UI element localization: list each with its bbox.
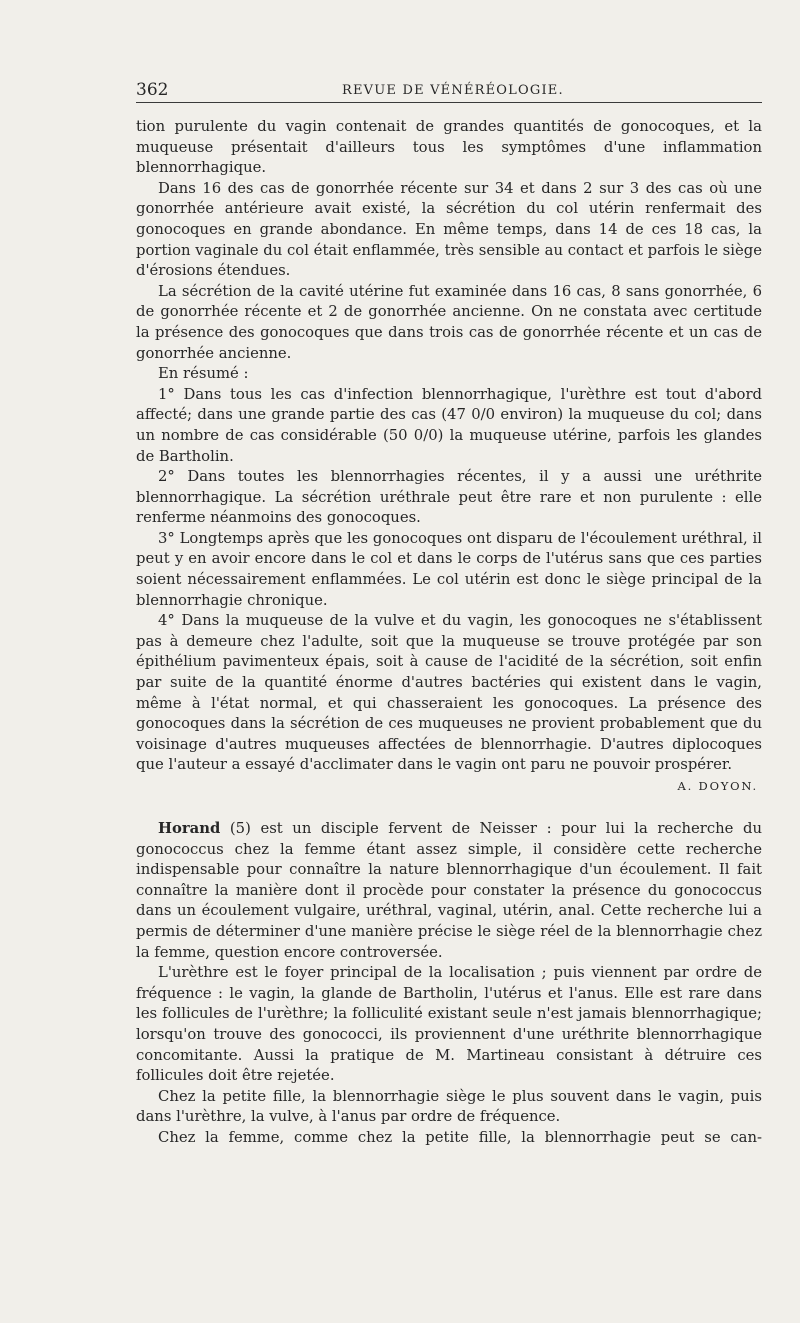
paragraph: En résumé : <box>158 365 249 383</box>
paragraph <box>136 819 762 963</box>
paragraph: tion purulente du vagin contenait de grandes quantités de gonocoques, et la muqueuse présentait d'ailleurs tous les symptômes d'une inflammation blennorrhagique. <box>136 118 762 177</box>
paragraph-text: 4° Dans la muqueuse de la vulve et du vagin, les gonocoques ne s'établissent pas à demeure chez l'adulte, soit que la muqueuse se trouve protégée par son épithélium pavimenteux épais, soit à cause de l'acidité de la sécrétion, soit enfin par suite de la quantité énorme d'autres bactéries qui existent dans le vagin, même à l'état normal, et qui chasseraient les gonocoques. La présence des gonocoques dans la sécrétion de ces muqueuses ne provient probablement que du voisinage d'autres muqueuses affectées de blennorrhagie. D'autres diplocoques que l'auteur a essayé d'acclimater dans le vagin ont paru ne pouvoir prospérer. <box>136 612 762 774</box>
paragraph: 3° Longtemps après que les gonocoques ont disparu de l'écoulement uréthral, il peut y en avoir encore dans le col et dans le corps de l'utérus sans que ces parties soient nécessairement enflammées. Le col utérin est donc le siège principal de la blennorrhagie chronique. <box>136 529 762 609</box>
paragraph-with-signature <box>136 611 762 793</box>
page-number: 362 <box>136 80 169 100</box>
review-horand <box>136 819 762 1149</box>
paragraph: Dans 16 des cas de gonorrhée récente sur 34 et dans 2 sur 3 des cas où une gonorrhée antérieure avait existé, la sécrétion du col utérin renfermait des gonocoques en grande abondance. En même temps, dans 14 de ces 18 cas, la portion vaginale du col était enflammée, très sensible au contact et parfois le siège d'érosions étendues. <box>136 179 762 280</box>
journal-page <box>136 78 762 1149</box>
paragraph: Chez la petite fille, la blennorrhagie siège le plus souvent dans le vagin, puis dans l'urèthre, la vulve, à l'anus par ordre de fréquence. <box>136 1087 762 1126</box>
paragraph-text: (5) est un disciple fervent de Neisser : pour lui la recherche du gonococcus chez la femme étant assez simple, il considère cette recherche indispensable pour connaître la nature blennorrhagique d'un écoulement. Il fait connaître la manière dont il procède pour constater la présence du gonococcus dans un écoulement vulgaire, uréthral, vaginal, utérin, anal. Cette recherche lui a permis de déterminer d'une manière précise le siège réel de la blennorrhagie chez la femme, question encore controversée. <box>136 820 762 961</box>
page-header <box>136 78 762 103</box>
running-head: REVUE DE VÉNÉRÉOLOGIE. <box>342 83 564 98</box>
review-doyon <box>136 117 762 793</box>
author-name: Horand <box>158 820 221 837</box>
paragraph: L'urèthre est le foyer principal de la localisation ; puis viennent par ordre de fréquence : le vagin, la glande de Bartholin, l'utérus et l'anus. Elle est rare dans les follicules de l'urèthre; la folliculité existant seule n'est jamais blennorrhagique; lorsqu'on trouve des gonococci, ils proviennent d'une uréthrite blennorrhagique concomitante. Aussi la pratique de M. Martineau consistant à détruire ces follicules doit être rejetée. <box>136 964 762 1085</box>
paragraph: 1° Dans tous les cas d'infection blennorrhagique, l'urèthre est tout d'abord affecté; dans une grande partie des cas (47 0/0 environ) la muqueuse du col; dans un nombre de cas considérable (50 0/0) la muqueuse utérine, parfois les glandes de Bartholin. <box>136 385 762 465</box>
signature: A. DOYON. <box>677 779 758 793</box>
paragraph: La sécrétion de la cavité utérine fut examinée dans 16 cas, 8 sans gonorrhée, 6 de gonorrhée récente et 2 de gonorrhée ancienne. On ne constata avec certitude la présence des gonocoques que dans trois cas de gonorrhée récente et un cas de gonorrhée ancienne. <box>136 282 762 362</box>
paragraph: 2° Dans toutes les blennorrhagies récentes, il y a aussi une uréthrite blennorrhagique. La sécrétion uréthrale peut être rare et non purulente : elle renferme néanmoins des gonocoques. <box>136 468 762 527</box>
paragraph-continues: Chez la femme, comme chez la petite fille, la blennorrhagie peut se can- <box>158 1128 762 1146</box>
